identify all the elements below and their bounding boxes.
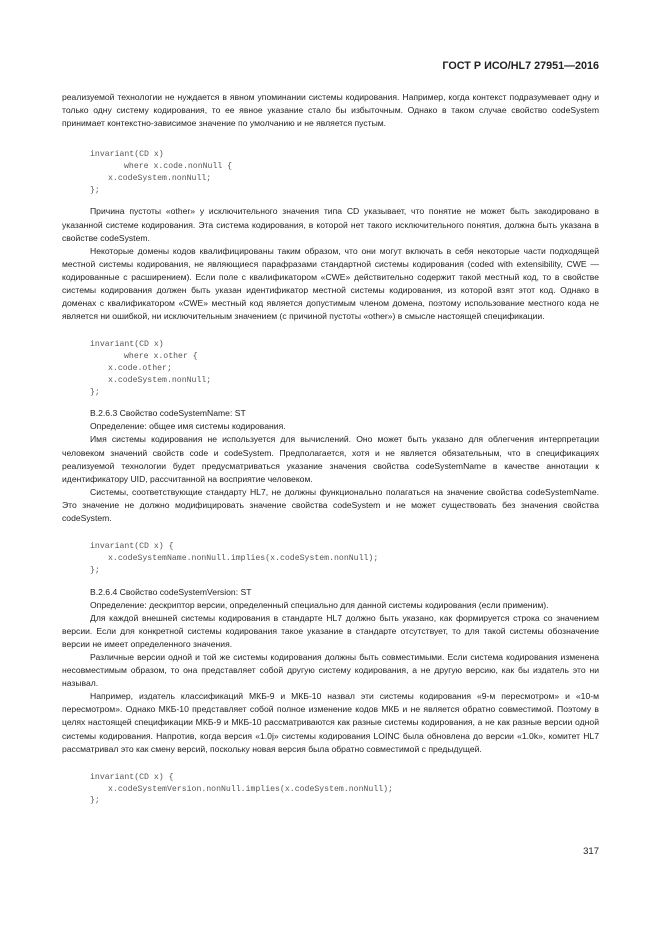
code-line: }; (90, 796, 100, 806)
paragraph: Различные версии одной и той же системы кодирования должны быть совместимыми. Если система кодирования изменена несовместимым образом, то она представляет собой другую систему кодирования, а не другую версию, как бы издатель это ни называл. (62, 652, 599, 689)
paragraph: Определение: общее имя системы кодирования. (90, 421, 286, 432)
code-line: invariant(CD x) (90, 340, 164, 350)
code-line: x.codeSystem.nonNull; (108, 375, 212, 385)
paragraph: Для каждой внешней системы кодирования в стандарте HL7 должно быть указано, как формируется строка со значением версии. Если для конкретной системы кодирования такое указание в стандарте отсутствует, то для такой системы обозначение версии не имеет определенного значения. (62, 612, 599, 649)
paragraph: Имя системы кодирования не используется для вычислений. Оно может быть указано для облегчения интерпретации человеком значений свойств code и codeSystem. Предполагается, хотя и не является обязательным, что в спецификациях реализуемой технологии будет предусматриваться указание значения свойства codeSystemName в качестве аннотации к идентификатору UID, рассчитанной на восприятие человеком. (62, 434, 599, 484)
code-line: }; (90, 185, 100, 195)
code-line: }; (90, 387, 100, 397)
code-line: x.codeSystemName.nonNull.implies(x.codeSystem.nonNull); (108, 553, 379, 563)
code-line: invariant(CD x) { (90, 772, 174, 782)
section-heading: B.2.6.3 Свойство codeSystemName: ST (90, 408, 246, 419)
paragraph: Системы, соответствующие стандарту HL7, не должны функционально полагаться на значение свойства codeSystemName. Это значение не должно модифицировать значение свойства codeSystem и не может существовать без значения свойства codeSystem. (62, 486, 599, 524)
code-line: }; (90, 565, 100, 575)
paragraph: Причина пустоты «other» у исключительного значения типа CD указывает, что понятие не может быть закодировано в указанной системе кодирования. Эта система кодирования, в которой нет такого исключительного понятия, должна быть указана в свойстве codeSystem. (62, 206, 599, 243)
code-block (90, 772, 599, 807)
paragraph: реализуемой технологии не нуждается в явном упоминании системы кодирования. Например, когда контекст подразумевает одну и только одну систему кодирования, то ее явное указание стало бы избыточным. Однако в таком случае свойство codeSystem принимает контекстно-зависимое значение по умолчанию и не является пустым. (62, 92, 599, 129)
code-line: x.codeSystemVersion.nonNull.implies(x.codeSystem.nonNull); (108, 784, 393, 794)
paragraph: Некоторые домены кодов квалифицированы таким образом, что они могут включать в себя некоторые части подходящей местной системы кодирования, не являющиеся парафразами стандартной системы кодирования (coded with extensibility, CWE — кодированные с расширением). Если поле с квалификатором «CWE» действительно содержит такой местный код, то в свойстве системы кодирования должен быть указан идентификатор местной системы кодирования, из которой взят этот код. Однако в доменах с квалификатором «CWE» местный код является допустимым членом домена, поэтому использование местного кода не является ни ошибкой, ни исключительным значением (с причиной пустоты «other») в смысле настоящей спецификации. (62, 245, 599, 322)
code-line: invariant(CD x) { (90, 542, 174, 552)
code-block (90, 339, 599, 398)
page-body (62, 91, 599, 807)
code-line: where x.code.nonNull { (124, 162, 233, 172)
section-heading: B.2.6.4 Свойство codeSystemVersion: ST (90, 586, 252, 597)
code-block (90, 149, 599, 196)
page-number: 317 (583, 846, 599, 857)
code-line: x.codeSystem.nonNull; (108, 173, 212, 183)
code-line: where x.other { (124, 352, 198, 362)
code-line: x.code.other; (108, 363, 172, 373)
paragraph: Например, издатель классификаций МКБ-9 и МКБ-10 назвал эти системы кодирования «9-м пересмотром» и «10-м пересмотром». Однако МКБ-10 представляет собой полное изменение кодов МКБ и не является обратно совместимой. Поэтому в целях настоящей спецификации МКБ-9 и МКБ-10 рассматриваются как разные системы кодирования, а не как разные версии одной системы кодирования. Напротив, когда версия «1.0j» системы кодирования LOINC была обновлена до версии «1.0k», комитет HL7 рассматривал это как смену версий, поскольку новая версия была обратно совместимой с предыдущей. (62, 691, 599, 754)
document-header: ГОСТ Р ИСО/HL7 27951—2016 (442, 60, 599, 72)
code-line: invariant(CD x) (90, 150, 164, 160)
paragraph: Определение: дескриптор версии, определенный специально для данной системы кодирования (если применим). (90, 599, 549, 610)
code-block (90, 541, 599, 576)
